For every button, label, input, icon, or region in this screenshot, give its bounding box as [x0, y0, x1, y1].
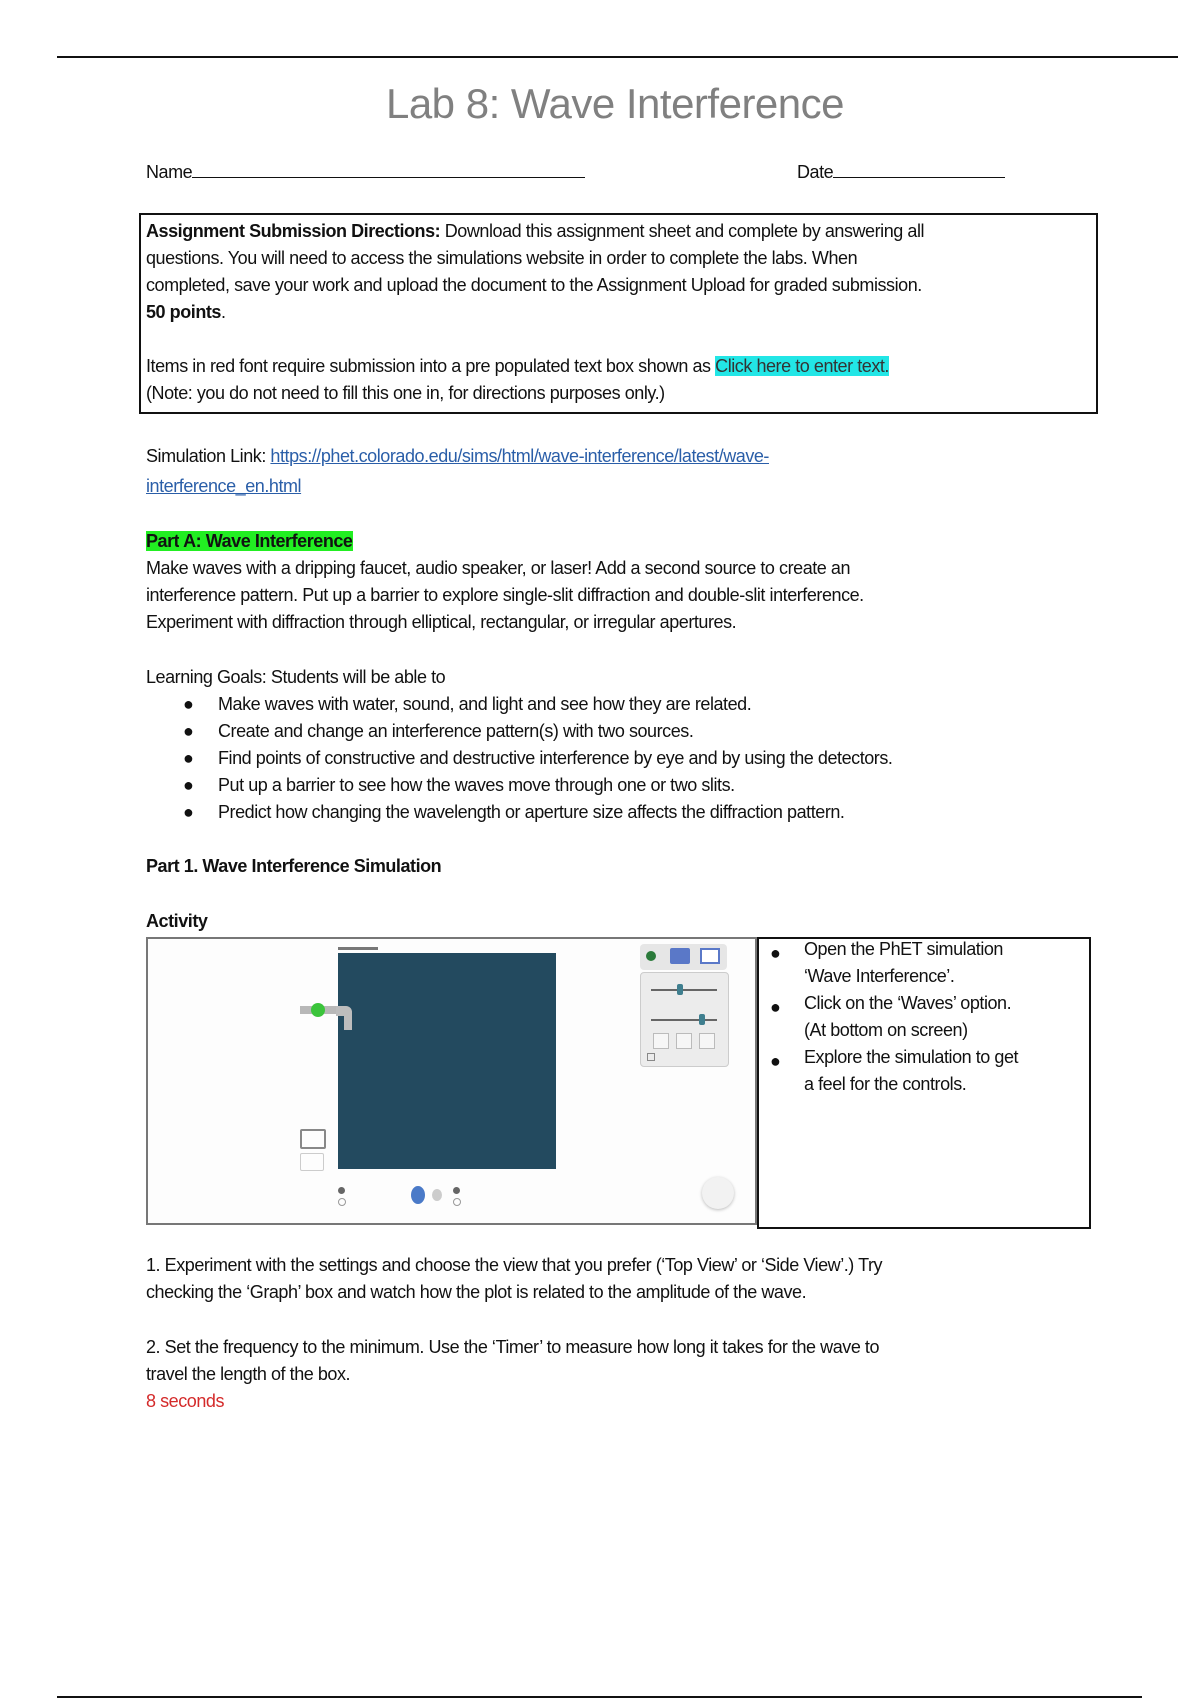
tool-button[interactable]	[676, 1033, 692, 1049]
scene-selector[interactable]	[640, 944, 727, 970]
wave-graph-icon[interactable]	[300, 1129, 326, 1149]
bullet-icon: ●	[183, 694, 194, 714]
simulation-link-line: Simulation Link: https://phet.colorado.edu/sims/html/wave-interference/latest/wave-	[146, 446, 769, 466]
step-button[interactable]	[432, 1189, 442, 1201]
activity-heading: Activity	[146, 911, 208, 931]
side-view-radio[interactable]	[338, 1198, 346, 1206]
learning-goals-intro: Learning Goals: Students will be able to	[146, 667, 446, 687]
directions-line: completed, save your work and upload the document to the Assignment Upload for graded submission.	[146, 275, 922, 295]
part-a-heading: Part A: Wave Interference	[146, 531, 353, 551]
water-icon[interactable]	[646, 951, 656, 961]
list-item: Put up a barrier to see how the waves move through one or two slits.	[218, 775, 735, 795]
list-item: Create and change an interference pattern(s) with two sources.	[218, 721, 694, 741]
activity-step: Open the PhET simulation	[804, 939, 1003, 959]
tool-button[interactable]	[699, 1033, 715, 1049]
question-2-cont: travel the length of the box.	[146, 1364, 351, 1384]
simulation-link[interactable]: https://phet.colorado.edu/sims/html/wave-interference/latest/wave-	[270, 446, 769, 466]
bullet-icon: ●	[183, 748, 194, 768]
list-item: Predict how changing the wavelength or aperture size affects the diffraction pattern.	[218, 802, 845, 822]
question-2: 2. Set the frequency to the minimum. Use the ‘Timer’ to measure how long it takes for the wave to	[146, 1337, 880, 1357]
slow-speed-radio[interactable]	[453, 1198, 461, 1206]
normal-speed-radio[interactable]	[453, 1187, 460, 1194]
bullet-icon: ●	[770, 997, 781, 1017]
amplitude-thumb[interactable]	[699, 1014, 705, 1025]
part-a-text: interference pattern. Put up a barrier to explore single-slit diffraction and double-slit interference.	[146, 585, 864, 605]
part-a-text: Make waves with a dripping faucet, audio speaker, or laser! Add a second source to create an	[146, 558, 851, 578]
date-label: Date	[797, 162, 834, 182]
directions-line: questions. You will need to access the simulations website in order to complete the labs. When	[146, 248, 858, 268]
bullet-icon: ●	[770, 1051, 781, 1071]
name-label: Name	[146, 162, 193, 182]
bullet-icon: ●	[183, 721, 194, 741]
frequency-thumb[interactable]	[677, 984, 683, 995]
activity-step: Click on the ‘Waves’ option.	[804, 993, 1012, 1013]
page-title: Lab 8: Wave Interference	[385, 80, 845, 127]
question-1-cont: checking the ‘Graph’ box and watch how the plot is related to the amplitude of the wave.	[146, 1282, 807, 1302]
sound-icon[interactable]	[670, 948, 690, 964]
question-1: 1. Experiment with the settings and choose the view that you prefer (‘Top View’ or ‘Side View’.) Try	[146, 1255, 883, 1275]
pulse-icon[interactable]	[300, 1153, 324, 1171]
part1-heading: Part 1. Wave Interference Simulation	[146, 856, 442, 876]
directions-note: (Note: you do not need to fill this one in, for directions purposes only.)	[146, 383, 665, 403]
footer-rule	[57, 1696, 1142, 1698]
fullscreen-icon[interactable]	[702, 1177, 734, 1209]
timer-readout	[338, 947, 378, 950]
wave-area	[338, 953, 556, 1169]
control-panel	[640, 972, 729, 1067]
bullet-icon: ●	[183, 802, 194, 822]
header-rule	[57, 56, 1178, 58]
amplitude-slider[interactable]	[651, 1019, 717, 1021]
activity-step: Explore the simulation to get	[804, 1047, 1019, 1067]
bullet-icon: ●	[770, 943, 781, 963]
part-a-text: Experiment with diffraction through elliptical, rectangular, or irregular apertures.	[146, 612, 737, 632]
frequency-slider[interactable]	[651, 989, 717, 991]
directions-heading: Assignment Submission Directions:	[146, 221, 441, 241]
simulation-link-cont[interactable]: interference_en.html	[146, 476, 302, 496]
activity-step: ‘Wave Interference’.	[804, 966, 955, 986]
activity-step: a feel for the controls.	[804, 1074, 967, 1094]
name-field[interactable]	[146, 157, 585, 186]
items-line: Items in red font require submission into a pre populated text box shown as Click here to enter text.	[146, 356, 889, 376]
list-item: Make waves with water, sound, and light and see how they are related.	[218, 694, 752, 714]
directions-line: Assignment Submission Directions: Download this assignment sheet and complete by answering all	[146, 221, 925, 241]
date-field[interactable]	[797, 157, 1005, 186]
text-placeholder[interactable]: Click here to enter text.	[715, 356, 889, 376]
play-pause-button[interactable]	[411, 1186, 425, 1204]
activity-step: (At bottom on screen)	[804, 1020, 968, 1040]
top-view-radio[interactable]	[338, 1187, 345, 1194]
answer-2[interactable]: 8 seconds	[146, 1391, 225, 1411]
list-item: Find points of constructive and destructive interference by eye and by using the detectors.	[218, 748, 893, 768]
light-icon[interactable]	[700, 948, 720, 964]
graph-checkbox[interactable]	[647, 1053, 655, 1061]
bullet-icon: ●	[183, 775, 194, 795]
tool-button[interactable]	[653, 1033, 669, 1049]
points-line: 50 points.	[146, 302, 226, 322]
faucet-icon	[298, 1000, 360, 1036]
